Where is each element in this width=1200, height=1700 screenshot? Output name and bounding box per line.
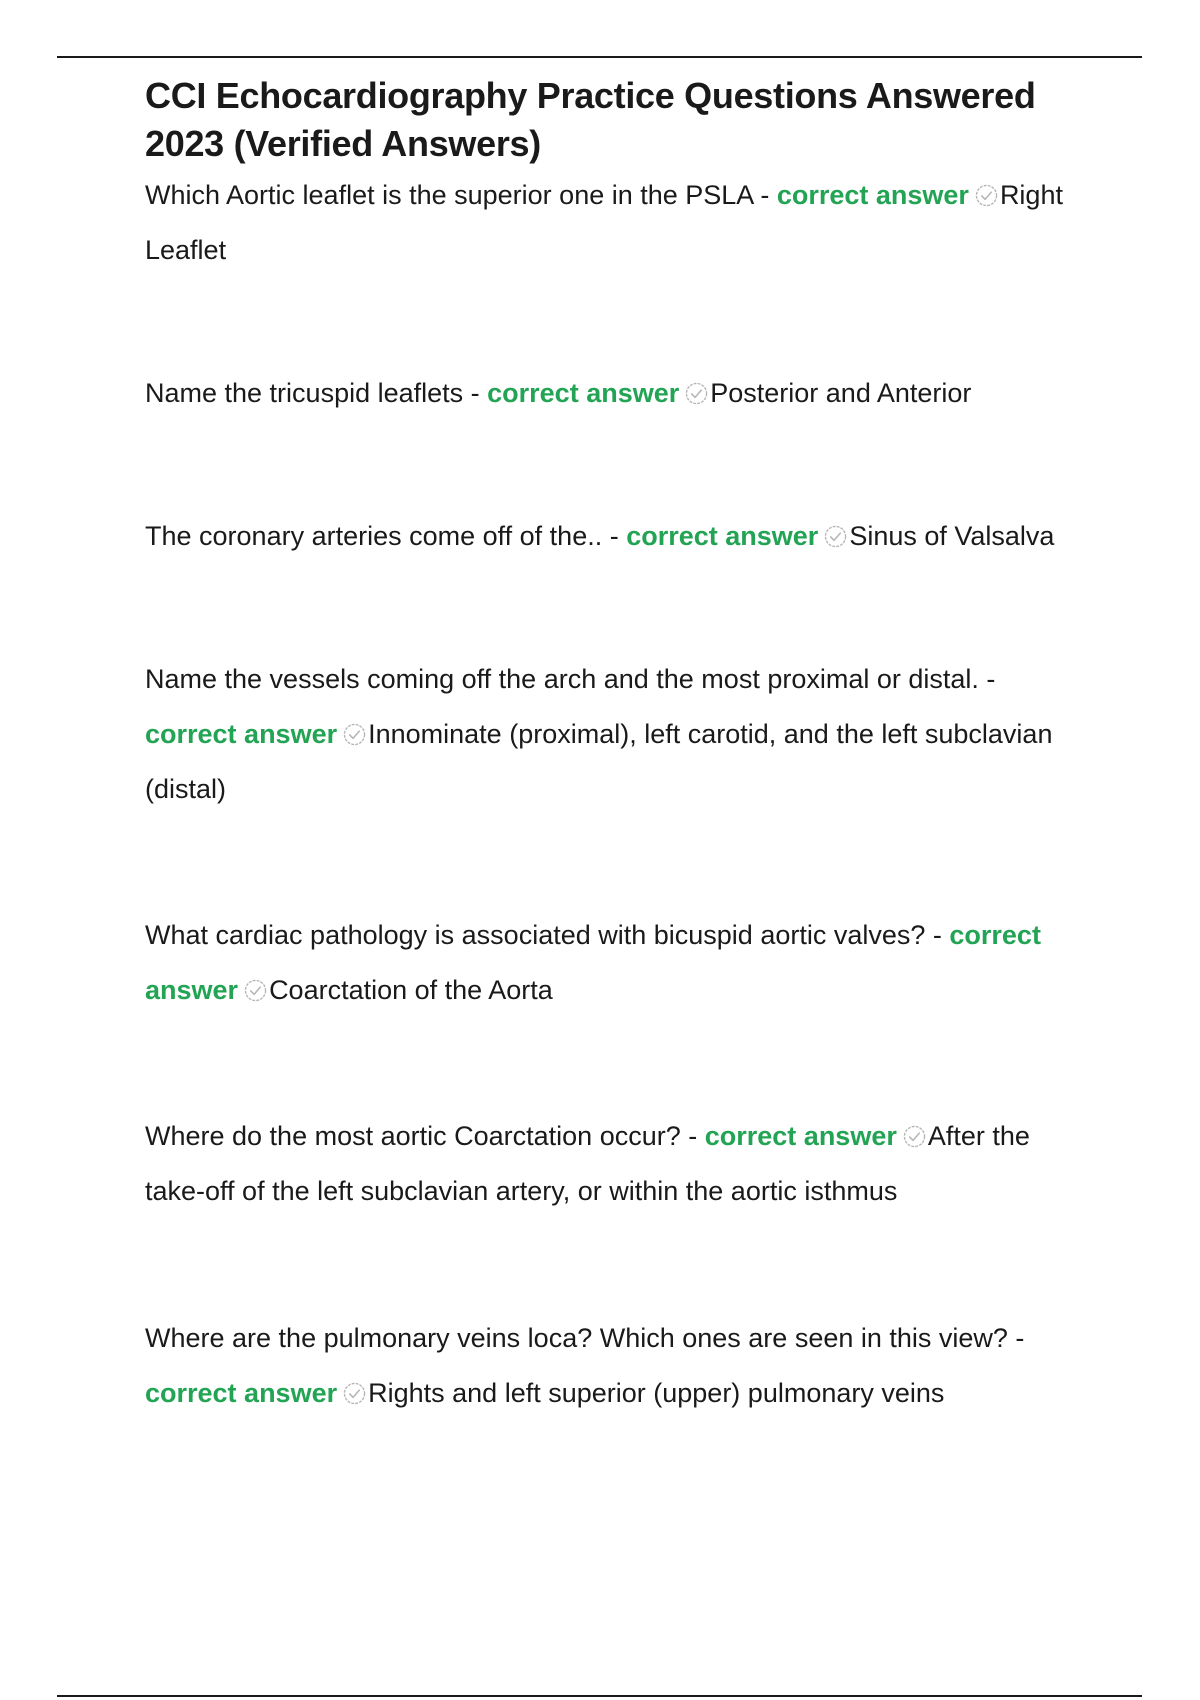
check-circle-icon [244,979,267,1002]
check-circle-icon [903,1125,926,1148]
question-text: Name the vessels coming off the arch and the most proximal or distal. - [145,664,996,694]
check-circle-icon [824,525,847,548]
qa-item [145,908,1090,1018]
qa-item [145,366,1090,421]
answer-text: Coarctation of the Aorta [269,975,553,1005]
question-text: Where do the most aortic Coarctation occur? - [145,1121,705,1151]
answer-text: Posterior and Anterior [710,378,972,408]
qa-item [145,1109,1090,1219]
check-circle-icon [975,184,998,207]
question-text: What cardiac pathology is associated with bicuspid aortic valves? - [145,920,950,950]
answer-text: Sinus of Valsalva [849,521,1055,551]
answer-text: Rights and left superior (upper) pulmonary veins [368,1378,945,1408]
document-title: CCI Echocardiography Practice Questions Answered 2023 (Verified Answers) [145,75,1036,164]
question-text: The coronary arteries come off of the.. - [145,521,627,551]
check-circle-icon [343,1382,366,1405]
question-text: Where are the pulmonary veins loca? Which ones are seen in this view? - [145,1323,1025,1353]
qa-item [145,168,1090,278]
check-circle-icon [343,723,366,746]
answer-text: Right Leaflet [145,180,1063,265]
qa-item [145,652,1090,817]
answer-text: Innominate (proximal), left carotid, and the left subclavian (distal) [145,719,1053,804]
correct-answer-label: correct answer [776,180,969,210]
top-rule [57,56,1142,58]
correct-answer-label: correct answer [145,719,338,749]
question-text: Which Aortic leaflet is the superior one in the PSLA - [145,180,777,210]
correct-answer-label: correct answer [704,1121,897,1151]
qa-item [145,509,1090,564]
check-circle-icon [685,382,708,405]
answer-text: After the take-off of the left subclavian artery, or within the aortic isthmus [145,1121,1030,1206]
document-body [145,72,1090,1421]
question-text: Name the tricuspid leaflets - [145,378,488,408]
correct-answer-label: correct answer [626,521,819,551]
correct-answer-label: correct answer [145,920,1041,1005]
bottom-rule [57,1695,1142,1697]
correct-answer-label: correct answer [145,1378,338,1408]
qa-item [145,1311,1090,1421]
correct-answer-label: correct answer [487,378,680,408]
